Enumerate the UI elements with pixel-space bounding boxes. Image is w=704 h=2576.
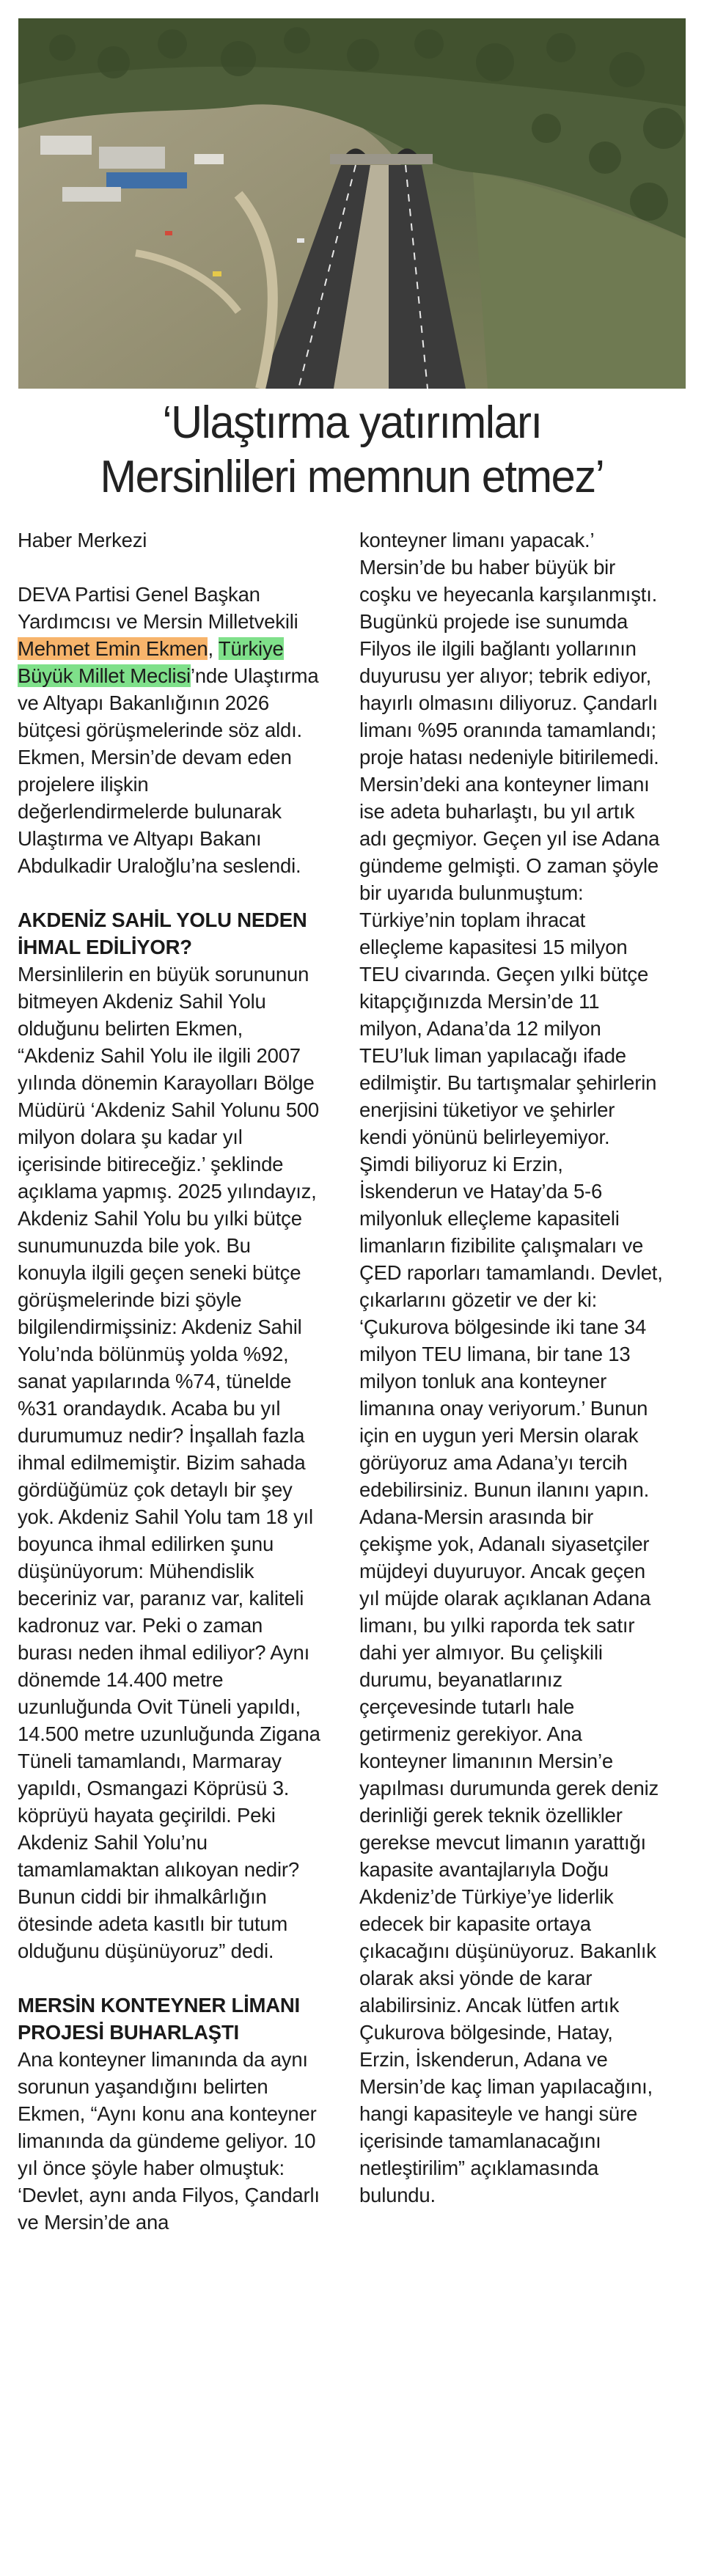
intro-text-a: DEVA Partisi Genel Başkan Yardımcısı ve Mersin Milletvekili <box>18 583 298 633</box>
article-column-right <box>359 526 664 2209</box>
section-1-body: Mersinlilerin en büyük sorununun bitmeyen Akdeniz Sahil Yolu olduğunu belirten Ekmen, “Akdeniz Sahil Yolu ile ilgili 2007 yılında dönemin Karayolları Bölge Müdürü ‘Akdeniz Sahil Yolunu 500 milyon dolara şu kadar yıl içerisinde bitireceğiz.’ şeklinde açıklama yapmış. 2025 yılındayız, Akdeniz Sahil Yolu bu yılki bütçe sunumunuzda bile yok. Bu konuyla ilgili geçen seneki bütçe görüşmelerinde bizi şöyle bilgilendirmişsiniz: Akdeniz Sahil Yolu’nda bölünmüş yolda %92, sanat yapılarında %74, tünelde %31 orandaydık. Acaba bu yıl durumumuz nedir? İnşallah fazla ihmal edilmemiştir. Bizim sahada gördüğümüz çok detaylı bir şey yok. Akdeniz Sahil Yolu tam 18 yıl boyunca ihmal edilirken şunu düşünüyorum: Mühendislik beceriniz var, paranız var, kaliteli kadronuz var. Peki o zaman burası neden ihmal ediliyor? Aynı dönemde 14.400 metre uzunluğunda Ovit Tüneli yapıldı, 14.500 metre uzunluğunda Zigana Tüneli tamamlandı, Marmaray yapıldı, Osmangazi Köprüsü 3. köprüyü hayata geçirildi. Peki Akdeniz Sahil Yolu’nu tamamlamaktan alıkoyan nedir? Bunun ciddi bir ihmalkârlığın ötesinde adeta kasıtlı bir tutum olduğunu düşünüyoruz” dedi. <box>18 963 320 1962</box>
intro-text-b: , <box>208 637 219 660</box>
headline-line-1: ‘Ulaştırma yatırımları <box>162 397 542 448</box>
intro-paragraph <box>18 581 322 879</box>
headline <box>0 396 704 504</box>
byline: Haber Merkezi <box>18 529 147 551</box>
intro-text-c: ’nde Ulaştırma ve Altyapı Bakanlığının 2026 bütçesi görüşmelerinde söz aldı. Ekmen, Mersin’de devam eden projelere ilişkin değerlendirmelerde bulunarak Ulaştırma ve Altyapı Bakanı Abdulkadir Uraloğlu’na seslendi. <box>18 664 319 877</box>
highlight-name: Mehmet Emin Ekmen <box>18 637 208 660</box>
highlight-parliament: Türkiye Büyük Millet Meclisi <box>18 637 284 687</box>
headline-line-2: Mersinlileri memnun etmez’ <box>100 452 604 502</box>
article-column-left <box>18 526 322 2236</box>
section-2-body-part-1: Ana konteyner limanında da aynı sorunun yaşandığını belirten Ekmen, “Aynı konu ana konteyner limanında da gündeme geliyor. 10 yıl önce şöyle haber olmuştuk: ‘Devlet, aynı anda Filyos, Çandarlı ve Mersin’de ana <box>18 2048 320 2234</box>
section-1-title: AKDENİZ SAHİL YOLU NEDEN İHMAL EDİLİYOR? <box>18 909 307 958</box>
section-2-title: MERSİN KONTEYNER LİMANI PROJESİ BUHARLAŞTI <box>18 1994 300 2044</box>
news-photo <box>18 18 686 389</box>
section-2-body-part-2: konteyner limanı yapacak.’ Mersin’de bu haber büyük bir coşku ve heyecanla karşılanmıştı. Bugünkü projede ise sunumda Filyos ile ilgili bağlantı yollarının duyurusu yer alıyor; tebrik ediyor, hayırlı olmasını diliyoruz. Çandarlı limanı %95 oranında tamamlandı; proje hatası nedeniyle bitirilemedi. Mersin’deki ana konteyner limanı ise adeta buharlaştı, bu yıl artık adı geçmiyor. Geçen yıl ise Adana gündeme gelmişti. O zaman şöyle bir uyarıda bulunmuştum: Türkiye’nin toplam ihracat elleçleme kapasitesi 15 milyon TEU civarında. Geçen yılki bütçe kitapçığınızda Mersin’de 11 milyon, Adana’da 12 milyon TEU’luk liman yapılacağı ifade edilmiştir. Bu tartışmalar şehirlerin enerjisini tüketiyor ve şehirler kendi yönünü belirleyemiyor. Şimdi biliyoruz ki Erzin, İskenderun ve Hatay’da 5-6 milyonluk elleçleme kapasiteli limanların fizibilite çalışmaları ve ÇED raporları tamamlandı. Devlet, çıkarlarını gözetir ve der ki: ‘Çukurova bölgesinde iki tane 34 milyon TEU limana, bir tane 13 milyon tonluk ana konteyner limanına onay veriyorum.’ Bunun için en uygun yeri Mersin olarak görüyoruz ama Adana’yı tercih edebilirsiniz. Bunun ilanını yapın. Adana-Mersin arasında bir çekişme yok, Adanalı siyasetçiler müjdeyi duyuruyor. Ancak geçen yıl müjde olarak açıklanan Adana limanı, bu yılki raporda tek satır dahi yer almıyor. Bu çelişkili durumu, beyanatlarınız çerçevesinde tutarlı hale getirmeniz gerekiyor. Ana konteyner limanının Mersin’e yapılması durumunda gerek deniz derinliği gerek teknik özellikler gerekse mevcut limanın yarattığı kapasite avantajlarıyla Doğu Akdeniz’de Türkiye’ye liderlik edecek bir kapasite ortaya çıkacağını düşünüyoruz. Bakanlık olarak aksi yönde de karar alabilirsiniz. Ancak lütfen artık Çukurova bölgesinde, Hatay, Erzin, İskenderun, Adana ve Mersin’de kaç liman yapılacağını, hangi kapasiteyle ve hangi süre içerisinde tamamlanacağını netleştirilim” açıklamasında bulundu. <box>359 529 663 2206</box>
